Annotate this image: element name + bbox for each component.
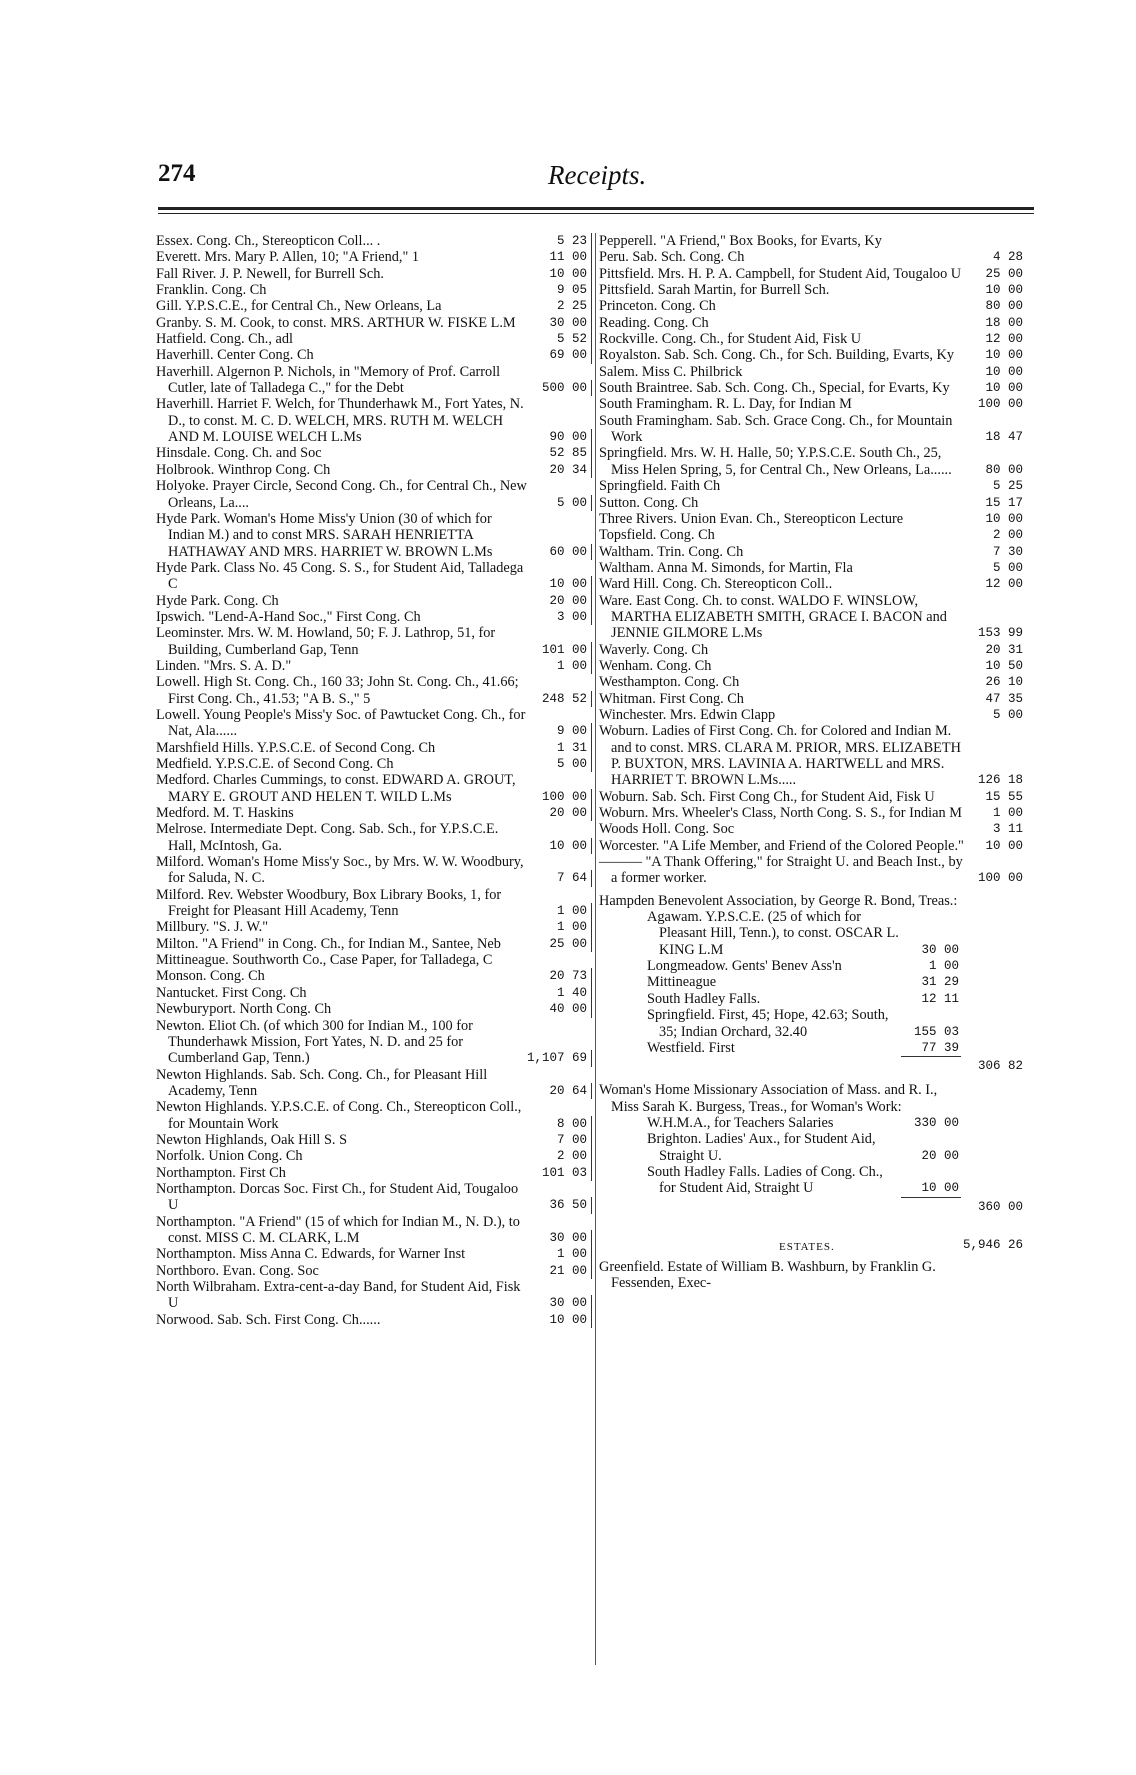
receipt-entry-amount: 20 64 [549, 1083, 592, 1099]
whma-item [599, 1115, 1029, 1131]
receipt-entry-text: Topsfield. Cong. Ch [599, 527, 715, 544]
receipt-entry-text: Sutton. Cong. Ch [599, 494, 699, 511]
estate-entry [599, 1259, 1029, 1292]
receipt-entry [156, 609, 592, 625]
receipt-entry-text: Ware. East Cong. Ch. to const. WALDO F. WINSLOW, MARTHA ELIZABETH SMITH, GRACE I. BACON and JENNIE GILMORE L.Ms [599, 592, 947, 642]
receipt-entry-amount: 10 00 [549, 576, 592, 592]
receipt-entry-amount: 1 00 [992, 806, 1023, 821]
receipt-entry-amount: 80 00 [985, 462, 1023, 477]
receipt-entry [156, 821, 592, 854]
right-entry-list [599, 233, 1029, 887]
receipt-entry-amount: 500 00 [542, 380, 592, 396]
receipt-entry-amount: 25 00 [549, 936, 592, 952]
receipt-entry-text: Norwood. Sab. Sch. First Cong. Ch...... [156, 1311, 381, 1328]
whma-group [599, 1082, 1029, 1216]
hampden-total: 306 82 [977, 1059, 1023, 1074]
hampden-item [599, 909, 1029, 958]
receipt-entry [156, 936, 592, 952]
receipt-entry-amount: 20 34 [549, 462, 592, 478]
whma-item-text: South Hadley Falls. Ladies of Cong. Ch., for Student Aid, Straight U [647, 1163, 883, 1197]
receipt-entry-text: Hyde Park. Cong. Ch [156, 592, 279, 609]
hampden-items [599, 909, 1029, 1056]
receipt-entry [156, 511, 592, 560]
receipt-entry-text: Worcester. "A Life Member, and Friend of the Colored People." [599, 837, 964, 854]
hampden-item-text: Westfield. First [647, 1039, 735, 1056]
receipt-entry [599, 593, 1029, 642]
receipt-entry-amount: 2 25 [557, 298, 592, 314]
receipt-entry-amount: 1 00 [557, 1246, 592, 1262]
receipt-entry [156, 347, 592, 363]
hampden-item-text: Longmeadow. Gents' Benev Ass'n [647, 958, 842, 975]
receipt-entry-text: Hinsdale. Cong. Ch. and Soc [156, 445, 322, 462]
receipt-entry [156, 560, 592, 593]
receipt-entry [599, 364, 1029, 380]
receipt-entry-text: Gill. Y.P.S.C.E., for Central Ch., New Orleans, La [156, 298, 442, 315]
receipt-entry-amount: 90 00 [549, 429, 592, 445]
receipt-entry-amount: 8 00 [557, 1116, 592, 1132]
receipt-entry [156, 1181, 592, 1214]
receipt-entry [599, 331, 1029, 347]
receipt-entry-amount: 248 52 [542, 691, 592, 707]
receipt-entry-text: Waltham. Anna M. Simonds, for Martin, Fla [599, 559, 853, 576]
receipt-entry-text: Milford. Woman's Home Miss'y Soc., by Mrs. W. W. Woodbury, for Saluda, N. C. [156, 854, 524, 887]
subtotal-rule [901, 1197, 961, 1198]
receipt-entry-text: Royalston. Sab. Sch. Cong. Ch., for Sch. Building, Evarts, Ky [599, 347, 955, 364]
receipt-entry-amount: 30 00 [549, 1230, 592, 1246]
receipt-entry-amount: 12 00 [985, 577, 1023, 592]
receipt-entry-text: Marshfield Hills. Y.P.S.C.E. of Second Cong. Ch [156, 739, 436, 756]
receipt-entry-text: Fall River. J. P. Newell, for Burrell Sch. [156, 265, 384, 282]
receipt-entry [156, 625, 592, 658]
receipt-entry-amount: 18 00 [985, 315, 1023, 330]
receipt-entry-text: Rockville. Cong. Ch., for Student Aid, Fisk U [599, 331, 862, 348]
receipt-entry [156, 315, 592, 331]
receipt-entry-amount: 10 00 [549, 266, 592, 282]
receipt-entry-amount: 3 00 [557, 609, 592, 625]
receipt-entry-amount: 30 00 [549, 315, 592, 331]
receipt-entry-text: Woburn. Mrs. Wheeler's Class, North Cong. S. S., for Indian M [599, 805, 962, 822]
receipt-entry [156, 952, 592, 968]
receipt-entry-text: Northampton. First Ch [156, 1164, 286, 1181]
receipt-entry [599, 298, 1029, 314]
receipt-entry-amount: 5 00 [557, 495, 592, 511]
receipt-entry-text: Reading. Cong. Ch [599, 314, 709, 331]
receipt-entry [156, 756, 592, 772]
receipt-entry-text: Northboro. Evan. Cong. Soc [156, 1262, 319, 1279]
receipt-entry-text: Ward Hill. Cong. Ch. Stereopticon Coll.. [599, 576, 833, 593]
receipt-entry [156, 445, 592, 461]
receipt-entry-text: North Wilbraham. Extra-cent-a-day Band, for Student Aid, Fisk U [156, 1279, 521, 1312]
hampden-item-text: Mittineague [647, 974, 717, 991]
receipt-entry-amount: 10 00 [985, 283, 1023, 298]
receipt-entry-text: Haverhill. Harriet F. Welch, for Thunderhawk M., Fort Yates, N. D., to const. M. C. D. WELCH, MRS. RUTH M. WELCH AND M. LOUISE WELCH L.Ms [156, 396, 524, 446]
receipt-entry-text: Princeton. Cong. Ch [599, 298, 716, 315]
whma-item-amount: 330 00 [913, 1115, 959, 1130]
receipt-entry [599, 560, 1029, 576]
receipt-entry-amount: 5 25 [992, 479, 1023, 494]
receipt-entry [156, 298, 592, 314]
receipt-entry [599, 282, 1029, 298]
receipt-entry-text: Woods Holl. Cong. Soc [599, 821, 735, 838]
receipt-entry-amount: 10 00 [985, 381, 1023, 396]
receipt-entry-amount: 10 00 [985, 511, 1023, 526]
receipt-entry [156, 658, 592, 674]
receipt-entry [156, 593, 592, 609]
receipt-entry-text: Milton. "A Friend" in Cong. Ch., for Indian M., Santee, Neb [156, 935, 501, 952]
whma-total: 360 00 [977, 1199, 1023, 1214]
receipt-entry [156, 1214, 592, 1247]
whma-item-amount: 20 00 [921, 1148, 959, 1163]
receipt-entry-text: Peru. Sab. Sch. Cong. Ch [599, 249, 745, 266]
receipt-entry-text: Three Rivers. Union Evan. Ch., Stereopticon Lecture [599, 510, 904, 527]
receipt-entry [599, 658, 1029, 674]
hampden-item-amount: 12 11 [921, 991, 959, 1006]
receipt-entry-amount: 10 50 [985, 658, 1023, 673]
hampden-item [599, 1007, 1029, 1040]
estates-total: 5,946 26 [962, 1237, 1023, 1252]
receipt-entry-amount: 18 47 [985, 430, 1023, 445]
hampden-item [599, 1040, 1029, 1056]
receipt-entry-text: Springfield. Mrs. W. H. Halle, 50; Y.P.S.C.E. South Ch., 25, Miss Helen Spring, 5, for Central Ch., New Orleans, La...... [599, 445, 952, 478]
receipt-entry [156, 1067, 592, 1100]
receipt-entry-text: Northampton. "A Friend" (15 of which for Indian M., N. D.), to const. MISS C. M. CLARK, L.M [156, 1213, 520, 1246]
header-rule-thin [158, 213, 1034, 214]
receipt-entry-text: Nantucket. First Cong. Ch [156, 984, 307, 1001]
receipt-entry-amount: 69 00 [549, 347, 592, 363]
receipt-entry-text: Leominster. Mrs. W. M. Howland, 50; F. J. Lathrop, 51, for Building, Cumberland Gap, Tenn [156, 625, 496, 658]
receipt-entry [599, 266, 1029, 282]
receipt-entry-text: Newton Highlands. Y.P.S.C.E. of Cong. Ch., Stereopticon Coll., for Mountain Work [156, 1099, 522, 1132]
receipt-entry-text: Westhampton. Cong. Ch [599, 674, 740, 691]
receipt-entry [599, 854, 1029, 887]
receipt-entry [156, 985, 592, 1001]
receipt-entry-text: ——— "A Thank Offering," for Straight U. and Beach Inst., by a former worker. [599, 854, 963, 887]
receipt-entry-amount: 7 30 [992, 544, 1023, 559]
receipt-entry [599, 707, 1029, 723]
right-column [599, 233, 1029, 1291]
receipt-entry-text: Milford. Rev. Webster Woodbury, Box Library Books, 1, for Freight for Pleasant Hill Academy, Tenn [156, 886, 502, 920]
receipt-entry [156, 707, 592, 740]
receipt-entry-amount: 100 00 [542, 789, 592, 805]
receipt-entry-amount: 20 00 [549, 805, 592, 821]
estates-label: ESTATES. [779, 1240, 835, 1253]
receipt-entry-amount: 1 00 [557, 903, 592, 919]
page-header [158, 160, 1026, 200]
receipt-entry [599, 413, 1029, 446]
receipt-entry [599, 544, 1029, 560]
receipt-entry [599, 445, 1029, 478]
receipt-entry-text: Newton. Eliot Ch. (of which 300 for Indian M., 100 for Thunderhawk Mission, Fort Yates, N. D. and 25 for Cumberland Gap, Tenn.) [156, 1017, 473, 1067]
receipt-entry-amount: 153 99 [977, 626, 1023, 641]
receipt-entry-amount: 9 05 [557, 282, 592, 298]
receipt-entry-text: Melrose. Intermediate Dept. Cong. Sab. Sch., for Y.P.S.C.E. Hall, McIntosh, Ga. [156, 821, 499, 854]
receipt-entry [156, 364, 592, 397]
receipt-entry-text: Wenham. Cong. Ch [599, 657, 712, 674]
receipt-entry [156, 396, 592, 445]
receipt-entry-text: Hatfield. Cong. Ch., adl [156, 331, 293, 348]
receipt-entry-text: Newton Highlands. Sab. Sch. Cong. Ch., for Pleasant Hill Academy, Tenn [156, 1066, 488, 1099]
subtotal-rule [901, 1056, 961, 1057]
hampden-item [599, 991, 1029, 1007]
receipt-entry-amount: 4 28 [992, 250, 1023, 265]
receipt-entry [156, 282, 592, 298]
receipt-entry-amount: 1 00 [557, 919, 592, 935]
receipt-entry-amount: 1 00 [557, 658, 592, 674]
receipt-entry [599, 691, 1029, 707]
receipt-entry-amount: 10 00 [985, 364, 1023, 379]
receipt-entry [156, 331, 592, 347]
receipt-entry [156, 674, 592, 707]
receipt-entry-text: Waverly. Cong. Ch [599, 641, 709, 658]
receipt-entry-amount: 7 64 [557, 870, 592, 886]
estate-entry-text: Greenfield. Estate of William B. Washburn, by Franklin G. Fessenden, Exec- [599, 1258, 936, 1291]
receipt-entry-text: Holyoke. Prayer Circle, Second Cong. Ch., for Central Ch., New Orleans, La.... [156, 478, 527, 511]
receipt-entry [156, 1246, 592, 1262]
receipt-entry-text: Springfield. Faith Ch [599, 478, 721, 495]
receipt-entry-amount: 126 18 [977, 773, 1023, 788]
receipt-entry-text: Linden. "Mrs. S. A. D." [156, 657, 292, 674]
receipt-entry-text: Holbrook. Winthrop Cong. Ch [156, 461, 331, 478]
receipt-entry-text: Medford. Charles Cummings, to const. EDWARD A. GROUT, MARY E. GROUT AND HELEN T. WILD L.Ms [156, 772, 516, 805]
receipt-entry-amount: 101 03 [542, 1165, 592, 1181]
page-title: Receipts. [548, 160, 647, 190]
receipt-entry-text: Mittineague. Southworth Co., Case Paper, for Talladega, C [156, 952, 493, 969]
receipt-entry-amount: 5 00 [557, 756, 592, 772]
receipt-entry-amount: 47 35 [985, 691, 1023, 706]
receipt-entry-amount: 12 00 [985, 332, 1023, 347]
hampden-item-amount: 77 39 [921, 1040, 959, 1055]
receipt-entry-amount: 3 11 [992, 822, 1023, 837]
whma-item-text: W.H.M.A., for Teachers Salaries [647, 1114, 834, 1131]
left-column [156, 233, 592, 1328]
receipt-entry [599, 642, 1029, 658]
receipt-entry [156, 1099, 592, 1132]
receipt-entry [599, 511, 1029, 527]
hampden-item [599, 958, 1029, 974]
receipt-entry-text: Newton Highlands, Oak Hill S. S [156, 1131, 348, 1148]
receipt-entry-text: South Braintree. Sab. Sch. Cong. Ch., Special, for Evarts, Ky [599, 380, 950, 397]
receipt-entry-amount: 5 00 [992, 560, 1023, 575]
receipt-entry-text: Newburyport. North Cong. Ch [156, 1001, 332, 1018]
receipt-entry-amount: 20 73 [549, 968, 592, 984]
receipt-entry-text: Northampton. Dorcas Soc. First Ch., for Student Aid, Tougaloo U [156, 1180, 519, 1214]
whma-heading: Woman's Home Missionary Association of Mass. and R. I., Miss Sarah K. Burgess, Treas., for Woman's Work: [599, 1082, 938, 1115]
receipt-entry [599, 723, 1029, 788]
page-number: 274 [158, 160, 196, 187]
receipt-entry-text: Haverhill. Algernon P. Nichols, in "Memory of Prof. Carroll Cutler, late of Talladega C.," for the Debt [156, 363, 501, 397]
receipt-entry-amount: 2 00 [557, 1148, 592, 1164]
whma-items [599, 1115, 1029, 1197]
receipt-entry-text: Norfolk. Union Cong. Ch [156, 1148, 303, 1165]
hampden-total-row [599, 1056, 1029, 1076]
receipt-entry-text: South Framingham. R. L. Day, for Indian M [599, 396, 852, 413]
receipt-entry [599, 838, 1029, 854]
receipt-entry [156, 968, 592, 984]
receipt-entry [156, 887, 592, 920]
receipt-entry [599, 315, 1029, 331]
receipt-entry-amount: 7 00 [557, 1132, 592, 1148]
receipt-entry-amount: 11 00 [549, 249, 592, 265]
estates-row [599, 1233, 1029, 1259]
receipt-entry [599, 674, 1029, 690]
receipt-entry [156, 249, 592, 265]
receipt-entry-text: Woburn. Ladies of First Cong. Ch. for Colored and Indian M. and to const. MRS. CLARA M. PRIOR, MRS. ELIZABETH P. BUXTON, MRS. LAVINIA A. HARTWELL and MRS. HARRIET T. BROWN L.Ms..... [599, 723, 961, 789]
receipt-entry-text: Whitman. First Cong. Ch [599, 690, 744, 707]
receipt-entry [156, 1165, 592, 1181]
receipt-entry-amount: 25 00 [985, 266, 1023, 281]
receipt-entry-amount: 80 00 [985, 299, 1023, 314]
receipt-entry [599, 821, 1029, 837]
receipt-entry [156, 854, 592, 887]
receipt-entry [156, 266, 592, 282]
receipt-entry-text: Hyde Park. Woman's Home Miss'y Union (30 of which for Indian M.) and to const MRS. SARAH HENRIETTA HATHAWAY AND MRS. HARRIET W. BROWN L.Ms [156, 510, 493, 560]
receipt-entry-amount: 2 00 [992, 528, 1023, 543]
header-rule [158, 207, 1034, 210]
receipt-entry [156, 1279, 592, 1312]
receipt-entry-text: Salem. Miss C. Philbrick [599, 363, 743, 380]
receipt-entry [156, 233, 592, 249]
hampden-heading: Hampden Benevolent Association, by George R. Bond, Treas.: [599, 892, 958, 909]
hampden-item-amount: 31 29 [921, 975, 959, 990]
receipt-entry [156, 1132, 592, 1148]
column-divider [595, 233, 596, 1665]
receipt-entry-text: Medfield. Y.P.S.C.E. of Second Cong. Ch [156, 756, 394, 772]
receipt-entry [599, 478, 1029, 494]
receipt-entry-amount: 101 00 [542, 642, 592, 658]
receipt-entry-amount: 9 00 [557, 723, 592, 739]
receipt-entry-amount: 10 00 [549, 1312, 592, 1328]
receipt-entry-amount: 10 00 [549, 838, 592, 854]
receipt-entry-amount: 36 50 [549, 1197, 592, 1213]
receipt-entry-text: Hyde Park. Class No. 45 Cong. S. S., for Student Aid, Talladega C [156, 559, 524, 593]
receipt-entry [599, 576, 1029, 592]
receipt-entry [599, 495, 1029, 511]
receipt-entry [156, 1001, 592, 1017]
receipt-entry-amount: 20 00 [549, 593, 592, 609]
hampden-item-text: Springfield. First, 45; Hope, 42.63; South, 35; Indian Orchard, 32.40 [647, 1007, 889, 1040]
hampden-item-amount: 155 03 [913, 1024, 959, 1039]
receipt-entry [156, 478, 592, 511]
receipt-entry-amount: 21 00 [549, 1263, 592, 1279]
receipt-entry [599, 233, 1029, 249]
hampden-item [599, 974, 1029, 990]
receipt-entry-text: Woburn. Sab. Sch. First Cong Ch., for Student Aid, Fisk U [599, 788, 935, 805]
receipt-entry-text: South Framingham. Sab. Sch. Grace Cong. Ch., for Mountain Work [599, 412, 953, 446]
receipt-entry [156, 805, 592, 821]
receipt-entry-amount: 1,107 69 [527, 1050, 592, 1066]
receipt-entry-amount: 10 00 [985, 348, 1023, 363]
receipt-entry-amount: 52 85 [549, 445, 592, 461]
receipt-entry-text: Waltham. Trin. Cong. Ch [599, 543, 744, 560]
receipt-entry-text: Pittsfield. Sarah Martin, for Burrell Sch. [599, 282, 830, 299]
receipt-entry [156, 1312, 592, 1328]
receipt-entry-text: Ipswich. "Lend-A-Hand Soc.," First Cong. Ch [156, 608, 421, 625]
receipt-entry [599, 789, 1029, 805]
whma-item [599, 1131, 1029, 1164]
receipt-entry-amount: 10 00 [985, 838, 1023, 853]
receipt-entry-amount: 15 55 [985, 789, 1023, 804]
receipt-entry [599, 805, 1029, 821]
receipt-entry-amount: 5 52 [557, 331, 592, 347]
receipt-entry-text: Medford. M. T. Haskins [156, 805, 294, 822]
receipt-entry-text: Lowell. Young People's Miss'y Soc. of Pawtucket Cong. Ch., for Nat, Ala...... [156, 706, 526, 740]
receipt-entry [156, 462, 592, 478]
receipt-entry-text: Northampton. Miss Anna C. Edwards, for Warner Inst [156, 1246, 466, 1263]
receipt-entry [156, 919, 592, 935]
receipt-entry-text: Franklin. Cong. Ch [156, 282, 267, 299]
receipt-entry-amount: 100 00 [977, 397, 1023, 412]
receipt-entry-text: Pittsfield. Mrs. H. P. A. Campbell, for Student Aid, Tougaloo U [599, 265, 962, 282]
receipt-entry [599, 249, 1029, 265]
receipt-entry-amount: 15 17 [985, 495, 1023, 510]
receipt-entry-text: Essex. Cong. Ch., Stereopticon Coll... . [156, 233, 381, 249]
hampden-item-text: Agawam. Y.P.S.C.E. (25 of which for Pleasant Hill, Tenn.), to const. OSCAR L. KING L.M [647, 909, 899, 958]
receipt-entry-text: Lowell. High St. Cong. Ch., 160 33; John St. Cong. Ch., 41.66; First Cong. Ch., 41.53; "A B. S.," 5 [156, 674, 519, 707]
receipt-entry-text: Granby. S. M. Cook, to const. MRS. ARTHUR W. FISKE L.M [156, 314, 516, 331]
receipt-entry-text: Winchester. Mrs. Edwin Clapp [599, 706, 776, 723]
receipt-entry-amount: 30 00 [549, 1295, 592, 1311]
receipt-entry-amount: 26 10 [985, 675, 1023, 690]
receipt-entry-amount: 1 40 [557, 985, 592, 1001]
receipt-entry [599, 347, 1029, 363]
receipt-entry-amount: 40 00 [549, 1001, 592, 1017]
receipt-entry-text: Everett. Mrs. Mary P. Allen, 10; "A Friend," 1 [156, 249, 420, 266]
hampden-item-text: South Hadley Falls. [647, 990, 761, 1007]
whma-item [599, 1164, 1029, 1197]
receipt-entry-amount: 5 00 [992, 707, 1023, 722]
receipt-entry-amount: 20 31 [985, 642, 1023, 657]
receipt-entry-text: Pepperell. "A Friend," Box Books, for Evarts, Ky [599, 233, 882, 249]
receipt-entry-text: Monson. Cong. Ch [156, 968, 265, 985]
hampden-group [599, 893, 1029, 1076]
whma-item-amount: 10 00 [921, 1181, 959, 1196]
receipt-entry-amount: 5 23 [557, 233, 592, 249]
whma-item-text: Brighton. Ladies' Aux., for Student Aid, Straight U. [647, 1131, 876, 1164]
receipt-entry [599, 380, 1029, 396]
receipt-entry-amount: 100 00 [977, 871, 1023, 886]
receipt-entry-amount: 1 31 [557, 740, 592, 756]
receipt-entry-text: Millbury. "S. J. W." [156, 919, 269, 936]
receipt-entry [599, 396, 1029, 412]
receipt-entry [599, 527, 1029, 543]
receipt-entry [156, 740, 592, 756]
receipt-entry [156, 772, 592, 805]
receipt-entry [156, 1148, 592, 1164]
receipt-entry [156, 1018, 592, 1067]
receipt-entry [156, 1263, 592, 1279]
receipt-entry-text: Haverhill. Center Cong. Ch [156, 347, 314, 364]
whma-total-row [599, 1197, 1029, 1217]
hampden-item-amount: 1 00 [928, 959, 959, 974]
receipt-entry-amount: 60 00 [549, 544, 592, 560]
hampden-item-amount: 30 00 [921, 942, 959, 957]
